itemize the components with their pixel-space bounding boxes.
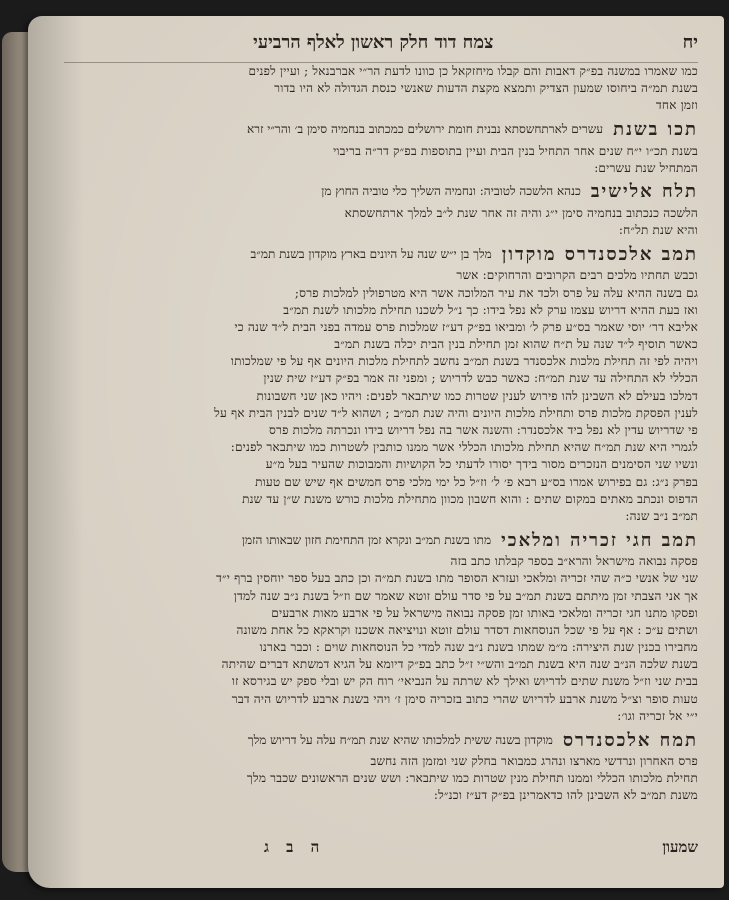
text-line: והיא שנת תל״ח: bbox=[618, 223, 698, 238]
text-line: ואז בעת ההיא דריוש עצמו ערק לא נפל בידו: כך נ״ל לשכנו תחילת מלכותו לשנת תמ״ב bbox=[283, 302, 698, 317]
text-line: תחילת מלכותו הכללי וממנו תחילת מנין שטרות כמו שיתבאר: ושש שנים הראשונים שכבר מלך bbox=[246, 771, 698, 786]
text-line: לגמרי היא שנת תמ״ח שהיא תחילת מלכותו הכללי אשר ממנו כותבין לשטרות כמו שיתבאר לפנים: bbox=[230, 440, 698, 455]
entry-text: מלך בן י״ש שנה על היונים בארץ מוקדון בשנת תמ״ב bbox=[250, 246, 492, 261]
text-line: דמלכו בעילם לא השבינן להו פירוש לענין שטרות כמו שיתבאר לפנים: ויהיו כאן שני חשבונות bbox=[256, 388, 698, 403]
text-line: משנת תמ״ב לא השבינן להו כדאמרינן בפ״ק דע״ז וכנ״ל: bbox=[433, 788, 698, 803]
text-line: כאשר תוסיף ל״ד שנה על ת״ח שהוא זמן תחילת בנין הבית יכלה בשנת תמ״ב bbox=[334, 337, 698, 352]
text-line: ויהיה לפי זה תחילת מלכות אלכסנדר בשנת תמ״ב נחשב לתחילת מלכות היונים אף על פי שמלכותו bbox=[230, 354, 698, 369]
book-page bbox=[28, 16, 724, 888]
text-line: הכללי לא התחילה עד שנת תמ״ח: כאשר כבש לדריוש ; ומפני זה אמר בפ״ק דע״ז שית שנין bbox=[263, 371, 698, 386]
text-line: שני של אנשי כ״ה שהי זכריה ומלאכי ועזרא הסופר מתו בשנת תמ״ה וכן כתב בעל ספר יוחסין ברף י״ד bbox=[216, 571, 698, 586]
year-entry bbox=[64, 117, 698, 143]
year-entry bbox=[64, 727, 698, 753]
entry-text: מתו בשנת תמ״ב ונקרא זמן התחימת חזון שבאותו הזמן bbox=[241, 532, 492, 547]
text-line: בשנת שלכה הנ״ב שנה היא בשנת תמ״ב והש״י ז״ל כתב בפ״ק דיומא על הגיא דמשתא דברים שהיתה bbox=[221, 657, 698, 672]
catchword: שמעון bbox=[662, 838, 698, 856]
entry-text: מוקדון בשנה ששית למלכותו שהיא שנת תמ״ח עלה על דריוש מלך bbox=[247, 732, 553, 747]
year-heading: תמב אלכסנדרס מוקדון bbox=[501, 243, 698, 265]
text-line: כמו שאמרו במשנה בפ״ק דאבות והם קבלו מיחזקאל כן כוונו לדעת הר״י אברבנאל ; ועיין לפנים bbox=[248, 64, 698, 78]
text-line: בשנת תמ״ה ביחוסו שמעון הצדיק ותמצא מקצת הדעות שאנשי כנסת הגדולה לא היו בדור bbox=[274, 81, 698, 96]
page-footer bbox=[64, 838, 698, 857]
page-number: יח bbox=[682, 32, 698, 53]
signature-mark: ה ב ג bbox=[264, 838, 326, 856]
text-line: הלשכה כנכתוב בנחמיה סימן י״ג והיה זה אחר שנת ל״ב למלך ארתחשסתא bbox=[344, 205, 698, 220]
text-line: בבית שני וז״ל משנת שתים לדריוש ואילך לא שרתה על הנביאי׳ רוח הק יש ובלי ספק יש בגירסא זו bbox=[231, 674, 698, 689]
text-line: מחבירו בכנין שנת היצירה: מ״מ שמתו בשנת נ״ב שנה למדי כל הנוסחאות שוים : וכבר בארנו bbox=[259, 640, 698, 655]
text-line: פרס האחרון ונרדשי מארצו ונהרג כמבואר בחלק שני ומזמן הזה נחשב bbox=[370, 754, 698, 768]
text-line: י״י אל זכריה וגו׳: bbox=[617, 708, 698, 723]
page-title: צמח דוד חלק ראשון לאלף הרביעי bbox=[253, 32, 494, 53]
text-line: ופסקו מתנו חגי זכריה ומלאכי באותו זמן פסקה נבואה מישראל על פי ארבע מאות ארבעים bbox=[271, 605, 698, 620]
text-line: וזמן אחד bbox=[655, 98, 698, 113]
text-line: אליבא דר׳ יוסי שאמר בס״ע פרק ל׳ ומביאו בפ״ק דע״ז שמלכות פרס עמדה בפני הבית ל״ד שנה כי bbox=[234, 319, 698, 334]
entry-text: עשרים לארתחשסתא נבנית חומת ירושלים כמכתוב בנחמיה סימן ב׳ והר״י זרא bbox=[246, 122, 604, 137]
text-line: הדפוס ונכתב מאתים במקום שתים : והוא חשבון מכוון מתחילת מלכות כורש משנת ש״ן עד שנת bbox=[242, 491, 698, 506]
entry-text: כנהא הלשכה לטוביה: ונחמיה השליך כלי טוביה החוץ מן bbox=[321, 184, 581, 199]
year-heading: תכו בשנת bbox=[613, 119, 698, 141]
year-heading: תמב חגי זכריה ומלאכי bbox=[501, 529, 698, 551]
year-entry bbox=[64, 241, 698, 267]
text-block bbox=[64, 32, 698, 805]
body-text bbox=[64, 63, 698, 805]
text-line: ונשיו שני הסימנים הנזכרים מסור בידך יסורו לדעתי כל הקושיות והמבוכות שהעיר בעל מ״ע bbox=[265, 457, 698, 472]
text-line: המתחיל שנת עשרים: bbox=[594, 160, 698, 175]
text-line: בשנת תכ״ו י״ח שנים אחר התחיל בנין הבית ועיין בתוספות בפ״ק דר״ה בריבוי bbox=[333, 143, 698, 158]
text-line: גם בשנה ההיא עלה על פרס ולכד את עיר המלוכה אשר היא מטרפולין למלכות פרס; bbox=[294, 285, 698, 300]
year-entry bbox=[64, 527, 698, 553]
text-line: תמ״ב נ״ב שנה: bbox=[625, 508, 698, 523]
year-entry bbox=[64, 179, 698, 205]
running-head bbox=[64, 32, 698, 63]
year-heading: תלח אלישיב bbox=[590, 181, 698, 203]
text-line: בפרק נ״ג: גם בפירוש אמרו בס״ע רבא פ׳ ל׳ וז״ל כל ימי מלכי פרס חמשים אף שיש שם טעות bbox=[255, 474, 698, 489]
year-heading: תמח אלכסנדרס bbox=[562, 729, 698, 751]
text-line: פסקה נבואה מישראל והרא״ב בספר קבלתו כתב בזה bbox=[450, 554, 698, 569]
text-line: ושתים ע״כ : אף על פי שכל הנוסחאות דסדר עולם זוטא ונויציאה אשכנז וקראקא כל אחת משונה bbox=[236, 622, 698, 637]
text-line: וכבש תחתיו מלכים רבים הקרובים והרחוקים: אשר bbox=[456, 268, 698, 283]
text-line: פי שדריוש עדין לא נפל ביד אלכסנדר: והשנה אשר בה נפל דריוש בידו ונכרתה מלכות פרס bbox=[269, 423, 698, 437]
text-line: טעות סופר וצ״ל משנת ארבע לדריוש שהרי כתוב בזכריה סימן ז׳ ויהי בשנת ארבע לדריוש היה דבר bbox=[231, 691, 698, 706]
text-line: אך אני הצבתי זמן מיתתם בשנת תמ״ב על פי סדר עולם זוטא שאמר שם וז״ל בשנת נ״ב שנה למדן bbox=[233, 588, 698, 603]
text-line: לענין הפסקת מלכות פרס ותחילת מלכות היונים והיה שנת תמ״ב ; ושהוא ל״ד שנים לבנין הבית אף על bbox=[214, 405, 698, 420]
